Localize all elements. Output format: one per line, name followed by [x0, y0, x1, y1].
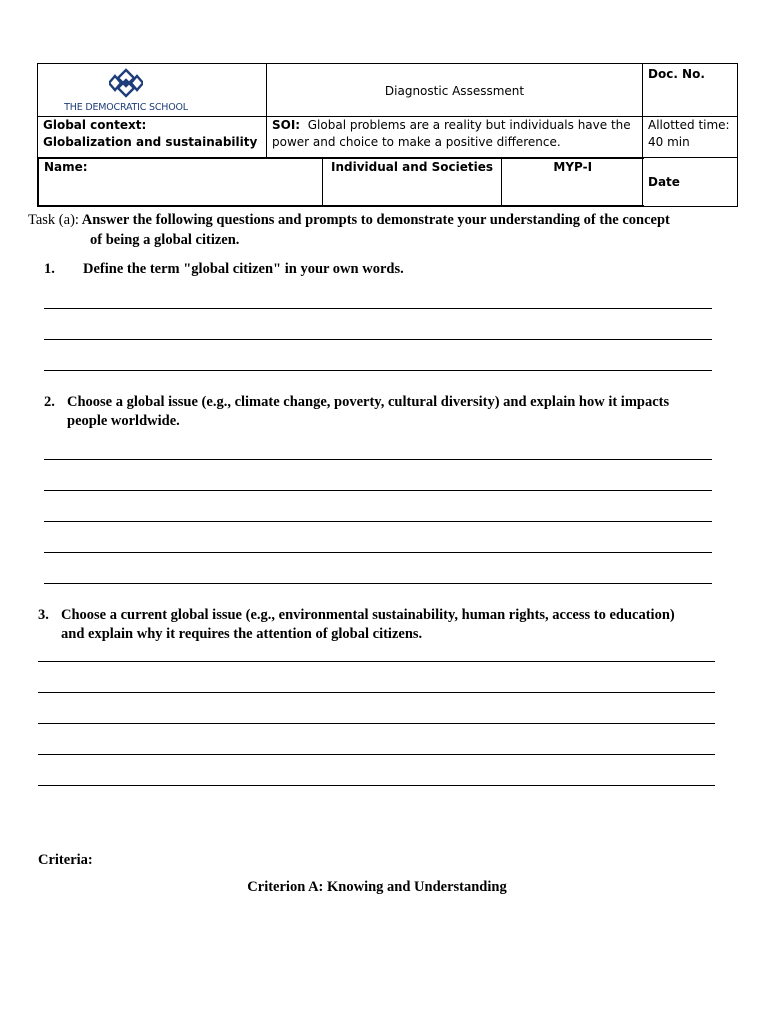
criteria-label: Criteria: — [38, 852, 93, 868]
question-3 — [38, 606, 758, 625]
question-1 — [44, 260, 744, 279]
answer-line[interactable] — [44, 490, 712, 491]
global-context-cell — [38, 117, 267, 158]
answer-line[interactable] — [38, 723, 715, 724]
soi-text-2: power and choice to make a positive difference. — [272, 135, 561, 149]
answer-line[interactable] — [44, 583, 712, 584]
question-1-text: Define the term "global citizen" in your own words. — [83, 261, 404, 277]
answer-line[interactable] — [38, 661, 715, 662]
name-field[interactable]: Name: — [39, 159, 323, 206]
assessment-title: Diagnostic Assessment — [267, 64, 643, 117]
logo-cell — [38, 64, 267, 117]
logo-text: THE DEMOCRATIC SCHOOL — [64, 102, 188, 113]
task-label: Task (a): — [28, 212, 79, 228]
allotted-time-value: 40 min — [648, 135, 690, 149]
allotted-time-cell — [643, 117, 738, 158]
criterion-a: Criterion A: Knowing and Understanding — [247, 879, 507, 895]
answer-line[interactable] — [44, 459, 712, 460]
question-1-number: 1. — [44, 261, 55, 277]
global-context-value: Globalization and sustainability — [43, 135, 258, 149]
school-logo-icon — [109, 68, 143, 98]
answer-line[interactable] — [44, 521, 712, 522]
question-2-number: 2. — [44, 394, 55, 410]
question-2-text: Choose a global issue (e.g., climate change, poverty, cultural diversity) and explain how it impacts — [67, 394, 670, 410]
subject-label: Individual and Societies — [323, 159, 502, 206]
question-2 — [44, 393, 744, 412]
school-logo — [61, 64, 191, 116]
answer-line[interactable] — [38, 785, 715, 786]
task-text-1: Answer the following questions and prompts to demonstrate your understanding of the concept — [81, 212, 670, 228]
question-3-text-2: and explain why it requires the attention of global citizens. — [61, 626, 423, 642]
answer-line[interactable] — [38, 754, 715, 755]
name-subject-row — [38, 158, 643, 207]
question-3-number: 3. — [38, 607, 49, 623]
date-field[interactable]: Date — [643, 158, 738, 207]
answer-line[interactable] — [38, 692, 715, 693]
answer-line[interactable] — [44, 370, 712, 371]
doc-no-label: Doc. No. — [643, 64, 738, 117]
task-text-2: of being a global citizen. — [90, 232, 240, 248]
allotted-time-label: Allotted time: — [648, 118, 730, 132]
answer-line[interactable] — [44, 552, 712, 553]
global-context-label: Global context: — [43, 118, 147, 132]
soi-text-1: Global problems are a reality but individuals have the — [307, 118, 631, 132]
task-statement — [28, 211, 748, 230]
level-label: MYP-I — [502, 159, 644, 206]
soi-label: SOI: — [272, 118, 301, 132]
question-2-text-2: people worldwide. — [67, 413, 180, 429]
answer-line[interactable] — [44, 339, 712, 340]
soi-cell — [267, 117, 643, 158]
question-3-text: Choose a current global issue (e.g., environmental sustainability, human rights, access to education) — [61, 607, 675, 623]
answer-line[interactable] — [44, 308, 712, 309]
header-table — [37, 63, 738, 207]
